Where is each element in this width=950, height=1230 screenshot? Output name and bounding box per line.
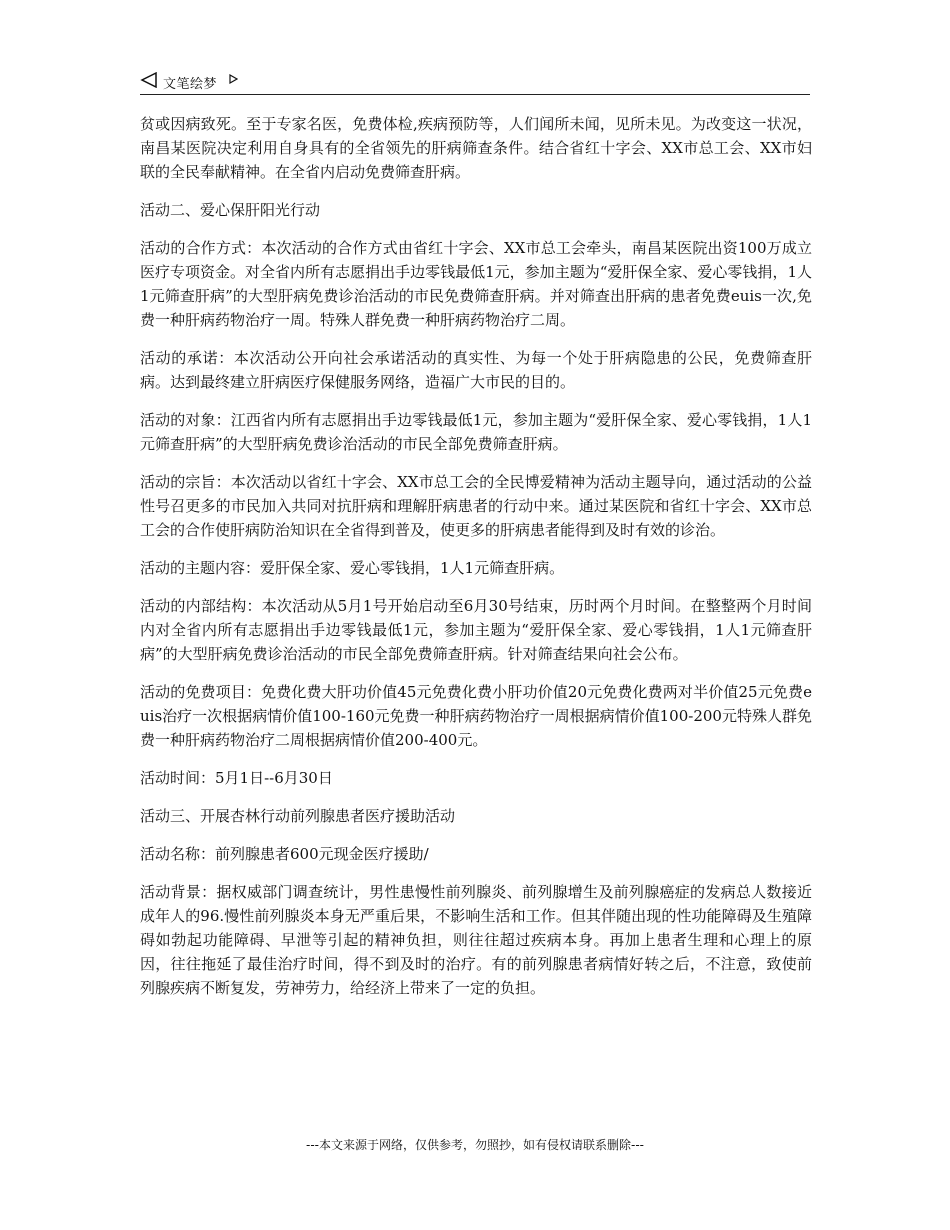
paragraph-background: 活动背景：据权威部门调查统计，男性患慢性前列腺炎、前列腺增生及前列腺癌症的发病总人数接近成年人的96.慢性前列腺炎本身无严重后果，不影响生活和工作。但其伴随出现的性功能障碍及生殖障碍如勃起功能障碍、早泄等引起的精神负担，则往往超过疾病本身。再加上患者生理和心理上的原因，往往拖延了最佳治疗时间，得不到及时的治疗。有的前列腺患者病情好转之后，不注意，致使前列腺疾病不断复发，劳神劳力，给经济上带来了一定的负担。 [140, 883, 812, 997]
footer-disclaimer: ---本文来源于网络，仅供参考，勿照抄，如有侵权请联系删除--- [306, 1138, 644, 1152]
heading-activity-three: 活动三、开展杏林行动前列腺患者医疗援助活动 [140, 807, 456, 825]
paragraph-cooperation: 活动的合作方式：本次活动的合作方式由省红十字会、XX市总工会牵头，南昌某医院出资100万成立医疗专项资金。对全省内所有志愿捐出手边零钱最低1元，参加主题为“爱肝保全家、爱心零钱捐，1人1元筛查肝病”的大型肝病免费诊治活动的市民免费筛查肝病。并对筛查出肝病的患者免费euis一次,免费一种肝病药物治疗一周。特殊人群免费一种肝病药物治疗二周。 [140, 239, 812, 329]
paragraph-intro: 贫或因病致死。至于专家名医，免费体检,疾病预防等，人们闻所未闻，见所未见。为改变这一状况，南昌某医院决定利用自身具有的全省领先的肝病筛查条件。结合省红十字会、XX市总工会、XX市妇联的全民奉献精神。在全省内启动免费筛查肝病。 [140, 115, 812, 181]
brand-label: 文笔绘梦 [163, 77, 218, 92]
document-body [140, 112, 812, 1014]
paragraph-target: 活动的对象：江西省内所有志愿捐出手边零钱最低1元，参加主题为“爱肝保全家、爱心零钱捐，1人1元筛查肝病”的大型肝病免费诊治活动的市民全部免费筛查肝病。 [140, 411, 812, 453]
back-triangle-icon[interactable] [140, 72, 158, 88]
document-header [140, 70, 810, 95]
paragraph-theme: 活动的主题内容：爱肝保全家、爱心零钱捐，1人1元筛查肝病。 [140, 559, 565, 577]
paragraph-purpose: 活动的宗旨：本次活动以省红十字会、XX市总工会的全民博爱精神为活动主题导向，通过活动的公益性号召更多的市民加入共同对抗肝病和理解肝病患者的行动中来。通过某医院和省红十字会、XX市总工会的合作使肝病防治知识在全省得到普及，使更多的肝病患者能得到及时有效的诊治。 [140, 473, 812, 539]
paragraph-commitment: 活动的承诺：本次活动公开向社会承诺活动的真实性、为每一个处于肝病隐患的公民，免费筛查肝病。达到最终建立肝病医疗保健服务网络，造福广大市民的目的。 [140, 349, 812, 391]
paragraph-structure: 活动的内部结构：本次活动从5月1号开始启动至6月30号结束，历时两个月时间。在整整两个月时间内对全省内所有志愿捐出手边零钱最低1元，参加主题为“爱肝保全家、爱心零钱捐，1人1元筛查肝病”的大型肝病免费诊治活动的市民全部免费筛查肝病。针对筛查结果向社会公布。 [140, 597, 812, 663]
paragraph-time: 活动时间：5月1日--6月30日 [140, 769, 333, 787]
forward-triangle-icon[interactable] [229, 74, 238, 84]
heading-activity-two: 活动二、爱心保肝阳光行动 [140, 201, 321, 219]
paragraph-activity-name: 活动名称：前列腺患者600元现金医疗援助/ [140, 845, 429, 863]
paragraph-free-items: 活动的免费项目：免费化费大肝功价值45元免费化费小肝功价值20元免费化费两对半价值25元免费euis治疗一次根据病情价值100-160元免费一种肝病药物治疗一周根据病情价值100-200元特殊人群免费一种肝病药物治疗二周根据病情价值200-400元。 [140, 683, 812, 749]
